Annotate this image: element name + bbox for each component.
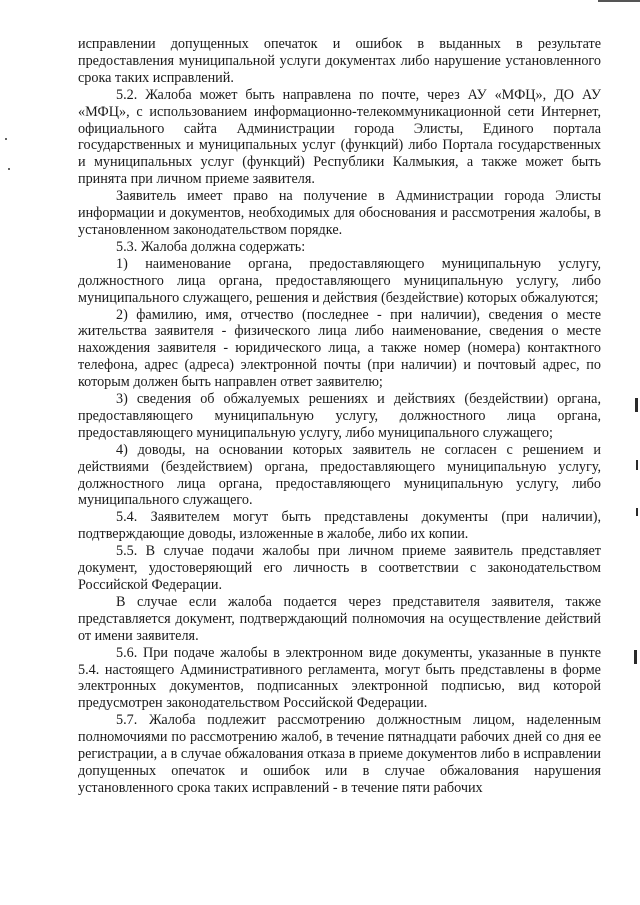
scan-edge-mark-right-2 <box>636 460 638 470</box>
scan-edge-mark-top <box>598 0 640 2</box>
paragraph-5-6: 5.6. При подаче жалобы в электронном виде документы, указанные в пункте 5.4. настоящего Административного регламента, могут быть представлены в форме электронных документов, подписанных электронной подписью, вид которой предусмотрен законодательством Российской Федерации. <box>78 644 601 712</box>
document-page <box>78 36 601 797</box>
paragraph-5-2: 5.2. Жалоба может быть направлена по почте, через АУ «МФЦ», ДО АУ «МФЦ», с использованием информационно-телекоммуникационной сети Интернет, официального сайта Администрации города Элисты, Единого портала государственных и муниципальных услуг (функций) либо Портала государственных и муниципальных услуг (функций) Республики Калмыкия, а также может быть принята при личном приеме заявителя. <box>78 86 601 188</box>
scan-speck <box>5 138 7 140</box>
paragraph-5-5: 5.5. В случае подачи жалобы при личном приеме заявитель представляет документ, удостоверяющий его личность в соответствии с законодательством Российской Федерации. <box>78 543 601 593</box>
paragraph-representative: В случае если жалоба подается через представителя заявителя, также представляется документ, подтверждающий полномочия на осуществление действий от имени заявителя. <box>78 593 601 644</box>
paragraph-5-3: 5.3. Жалоба должна содержать: <box>116 238 306 255</box>
scan-edge-mark-right-3 <box>636 508 638 516</box>
paragraph-applicant-right: Заявитель имеет право на получение в Администрации города Элисты информации и документов, необходимых для обоснования и рассмотрения жалобы, в установленном законодательством порядке. <box>78 188 601 238</box>
list-item-2: 2) фамилию, имя, отчество (последнее - при наличии), сведения о месте жительства заявителя - физического лица либо наименование, сведения о месте нахождения заявителя - юридического лица, а также номер (номера) контактного телефона, адрес (адреса) электронной почты (при наличии) и почтовый адрес, по которым должен быть направлен ответ заявителю; <box>78 306 601 391</box>
paragraph-5-7: 5.7. Жалоба подлежит рассмотрению должностным лицом, наделенным полномочиями по рассмотрению жалоб, в течение пятнадцати рабочих дней со дня ее регистрации, а в случае обжалования отказа в приеме документов либо в исправлении допущенных опечаток и ошибок или в случае обжалования нарушения установленного срока таких исправлений - в течение пяти рабочих <box>78 712 601 796</box>
list-item-1: 1) наименование органа, предоставляющего муниципальную услугу, должностного лица органа, предоставляющего муниципальную услугу, либо муниципального служащего, решения и действия (бездействие) которых обжалуются; <box>78 255 601 306</box>
scan-edge-mark-right-1 <box>635 398 638 412</box>
list-item-3: 3) сведения об обжалуемых решениях и действиях (бездействии) органа, предоставляющего муниципальную услугу, должностного лица органа, предоставляющего муниципальную услугу, либо муниципального служащего; <box>78 391 601 441</box>
paragraph-5-4: 5.4. Заявителем могут быть представлены документы (при наличии), подтверждающие доводы, изложенные в жалобе, либо их копии. <box>78 509 601 543</box>
scan-edge-mark-right-4 <box>634 650 637 664</box>
list-item-4: 4) доводы, на основании которых заявитель не согласен с решением и действиями (бездействием) органа, предоставляющего муниципальную услугу, должностного лица органа, предоставляющего муниципальную услугу, либо муниципального служащего. <box>78 441 601 509</box>
paragraph-continuation: исправлении допущенных опечаток и ошибок в выданных в результате предоставления муниципальной услуги документах либо нарушение установленного срока таких исправлений. <box>78 36 601 86</box>
scan-speck <box>8 168 10 170</box>
